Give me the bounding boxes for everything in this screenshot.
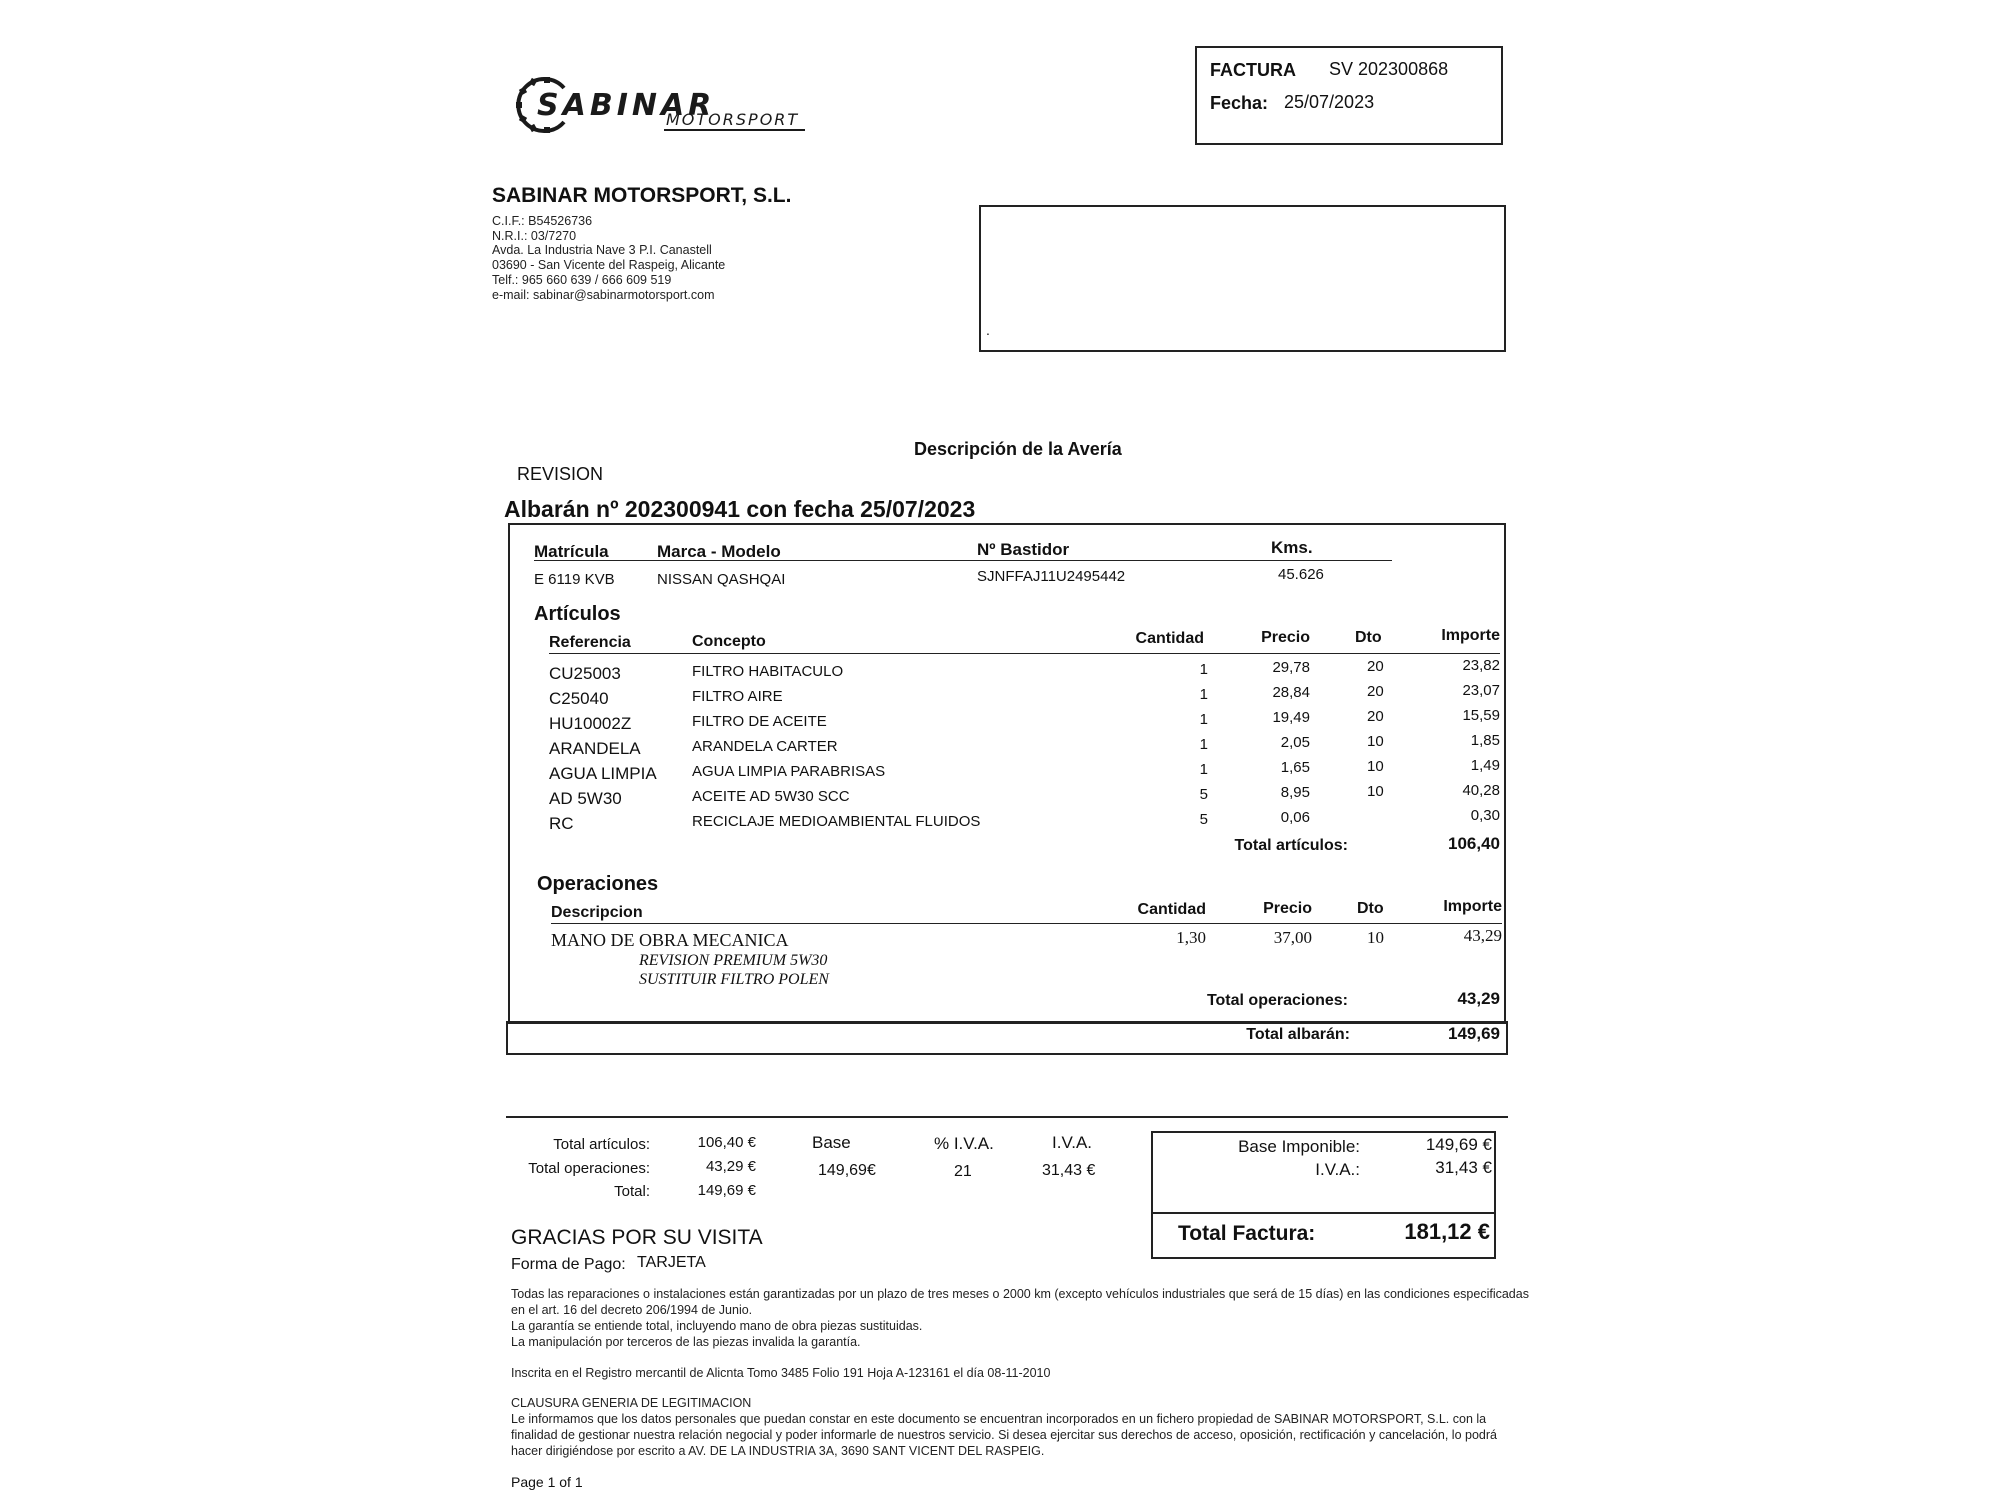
table-row-ref: ARANDELA [549,739,641,758]
table-row-concepto: ACEITE AD 5W30 SCC [692,788,850,805]
table-row-importe: 40,28 [1462,782,1500,799]
table-row-cantidad: 1 [1199,686,1208,703]
totals-base-label: Base Imponible: [1238,1137,1360,1156]
operaciones-header-cantidad: Cantidad [1137,901,1206,918]
table-row-importe: 23,82 [1462,657,1500,674]
operaciones-header-precio: Precio [1263,900,1312,917]
guarantee-line: La garantía se entiende total, incluyendo mano de obra piezas sustituidas. [511,1319,923,1333]
operacion-cantidad: 1,30 [1176,928,1206,947]
operacion-importe: 43,29 [1463,926,1502,945]
table-row-cantidad: 1 [1199,661,1208,678]
summary-base: 149,69€ [818,1162,876,1179]
company-name: SABINAR MOTORSPORT, S.L. [492,184,792,207]
registry-text: Inscrita en el Registro mercantil de Alicnta Tomo 3485 Folio 191 Hoja A-123161 el día 08-11-2010 [511,1366,1051,1380]
table-row-precio: 28,84 [1272,684,1310,701]
table-row-precio: 29,78 [1272,659,1310,676]
vehicle-bastidor: SJNFFAJ11U2495442 [977,568,1126,585]
table-row-ref: CU25003 [549,664,621,683]
table-row-concepto: FILTRO HABITACULO [692,663,844,680]
table-row-precio: 2,05 [1280,734,1310,751]
table-row-importe: 15,59 [1462,707,1500,724]
table-row-precio: 19,49 [1272,709,1310,726]
clause-line: hacer dirigiéndose por escrito a AV. DE LA INDUSTRIA 3A, 3690 SANT VICENT DEL RASPEIG. [511,1444,1045,1458]
table-row-precio: 1,65 [1280,759,1310,776]
summary-base-header: Base [812,1133,851,1152]
vehicle-header-matricula: Matrícula [534,542,609,561]
clause-block [511,1395,2000,1459]
table-row-ref: C25040 [549,689,609,708]
table-row-concepto: AGUA LIMPIA PARABRISAS [692,763,886,780]
averia-text: REVISION [517,464,604,484]
totals-box-rule [1151,1212,1496,1214]
clause-line: finalidad de gestionar nuestra relación negocial y poder informarle de nuestros servicio. Si desea ejercitar sus derechos de acceso, oposición, rectificación y cancelación, lo podrá [511,1428,1497,1442]
invoice-number: SV 202300868 [1329,59,1449,79]
articulos-header-concepto: Concepto [692,633,766,650]
summary-operaciones: 43,29 € [705,1158,756,1175]
summary-iva-pct-header: % I.V.A. [934,1134,994,1153]
totals-iva: 31,43 € [1435,1158,1492,1177]
payment-label: Forma de Pago: [511,1256,626,1273]
table-row-cantidad: 1 [1199,736,1208,753]
invoice-label: FACTURA [1210,60,1296,80]
table-row-dto: 10 [1367,758,1384,775]
clause-line: Le informamos que los datos personales que puedan constar en este documento se encuentran incorporados en un fichero propiedad de SABINAR MOTORSPORT, S.L. con la [511,1412,1487,1426]
logo-brand: SABINAR [537,88,716,123]
summary-total: 149,69 € [697,1182,756,1199]
operacion-dto: 10 [1367,928,1384,947]
summary-articulos: 106,40 € [697,1134,756,1151]
table-row-importe: 1,85 [1470,732,1500,749]
guarantee-line: Todas las reparaciones o instalaciones están garantizadas por un plazo de tres meses o 2000 km (excepto vehículos industriales que será de 15 días) en las condiciones especificadas [511,1287,1529,1301]
totals-base: 149,69 € [1425,1135,1492,1154]
albaran-total-label: Total albarán: [1246,1026,1350,1043]
operaciones-header-dto: Dto [1357,900,1384,917]
table-row-dto: 20 [1367,683,1384,700]
total-factura-label: Total Factura: [1178,1222,1316,1245]
company-phone: Telf.: 965 660 639 / 666 609 519 [492,273,672,287]
summary-operaciones-label: Total operaciones: [528,1160,650,1177]
guarantee-line: en el art. 16 del decreto 206/1994 de Junio. [511,1303,753,1317]
vehicle-modelo: NISSAN QASHQAI [657,571,786,588]
vehicle-header-modelo: Marca - Modelo [657,542,781,561]
table-row-precio: 0,06 [1280,809,1310,826]
summary-iva: 31,43 € [1042,1162,1096,1179]
clause-title: CLAUSURA GENERIA DE LEGITIMACION [511,1396,752,1410]
company-nri: N.R.I.: 03/7270 [492,229,577,243]
invoice-date: 25/07/2023 [1284,92,1375,112]
guarantee-text [511,1286,2000,1350]
summary-articulos-label: Total artículos: [553,1136,650,1153]
summary-total-label: Total: [614,1183,650,1200]
articulos-title: Artículos [534,603,621,625]
vehicle-header-bastidor: Nº Bastidor [977,540,1070,559]
operaciones-total-label: Total operaciones: [1206,992,1348,1009]
operaciones-total: 43,29 [1457,989,1500,1008]
articulos-header-importe: Importe [1441,627,1500,644]
customer-box [979,205,1506,352]
table-row-ref: AGUA LIMPIA [549,764,657,783]
company-cif: C.I.F.: B54526736 [492,214,593,228]
vehicle-header-rule [534,560,1392,561]
table-row-dto: 10 [1367,733,1384,750]
table-row-dto: 10 [1367,783,1384,800]
payment-method: TARJETA [637,1254,706,1271]
company-city: 03690 - San Vicente del Raspeig, Alicante [492,258,726,272]
vehicle-header-kms: Kms. [1271,538,1313,557]
operaciones-title: Operaciones [537,873,659,895]
table-row-cantidad: 1 [1199,711,1208,728]
invoice-date-label: Fecha: [1210,93,1269,113]
company-email: e-mail: sabinar@sabinarmotorsport.com [492,288,715,302]
operacion-descripcion: MANO DE OBRA MECANICA [551,930,789,950]
table-row-concepto: FILTRO AIRE [692,688,783,705]
articulos-header-ref: Referencia [549,634,631,651]
table-row-precio: 8,95 [1280,784,1310,801]
table-row-cantidad: 1 [1199,761,1208,778]
thanks-message: GRACIAS POR SU VISITA [511,1226,763,1249]
customer-box-dot: . [986,322,990,338]
guarantee-line: La manipulación por terceros de las piezas invalida la garantía. [511,1335,861,1349]
summary-iva-pct: 21 [954,1163,972,1180]
table-row-ref: AD 5W30 [549,789,622,808]
averia-title: Descripción de la Avería [914,439,1122,459]
operaciones-header-desc: Descripcion [551,904,643,921]
table-row-importe: 0,30 [1470,807,1500,824]
totals-iva-label: I.V.A.: [1315,1160,1360,1179]
table-row-dto: 20 [1367,658,1384,675]
albaran-total: 149,69 [1448,1024,1500,1043]
operaciones-header-rule [551,923,1502,924]
logo-sub: MOTORSPORT [664,110,805,131]
articulos-header-dto: Dto [1355,629,1382,646]
table-row-importe: 23,07 [1462,682,1500,699]
operacion-note: SUSTITUIR FILTRO POLEN [639,971,829,988]
page-number: Page 1 of 1 [511,1474,583,1490]
table-row-concepto: FILTRO DE ACEITE [692,713,827,730]
summary-iva-header: I.V.A. [1052,1133,1093,1152]
articulos-header-precio: Precio [1261,629,1310,646]
articulos-total-label: Total artículos: [1234,837,1348,854]
table-row-ref: RC [549,814,574,833]
summary-separator [506,1116,1508,1118]
articulos-header-cantidad: Cantidad [1135,630,1204,647]
albaran-title: Albarán nº 202300941 con fecha 25/07/2023 [504,496,976,522]
total-factura: 181,12 € [1404,1219,1490,1244]
table-row-importe: 1,49 [1470,757,1500,774]
table-row-cantidad: 5 [1199,811,1208,828]
table-row-cantidad: 5 [1199,786,1208,803]
table-row-ref: HU10002Z [549,714,632,733]
table-row-concepto: ARANDELA CARTER [692,738,838,755]
articulos-total: 106,40 [1448,834,1500,853]
articulos-header-rule [549,653,1500,654]
company-address: Avda. La Industria Nave 3 P.I. Canastell [492,243,712,257]
table-row-dto: 20 [1367,708,1384,725]
vehicle-kms: 45.626 [1278,566,1324,583]
vehicle-matricula: E 6119 KVB [534,571,615,588]
operacion-precio: 37,00 [1273,928,1312,947]
table-row-concepto: RECICLAJE MEDIOAMBIENTAL FLUIDOS [692,813,981,830]
albaran-total-box [506,1021,1508,1055]
operacion-note: REVISION PREMIUM 5W30 [639,952,828,969]
operaciones-header-importe: Importe [1443,898,1502,915]
